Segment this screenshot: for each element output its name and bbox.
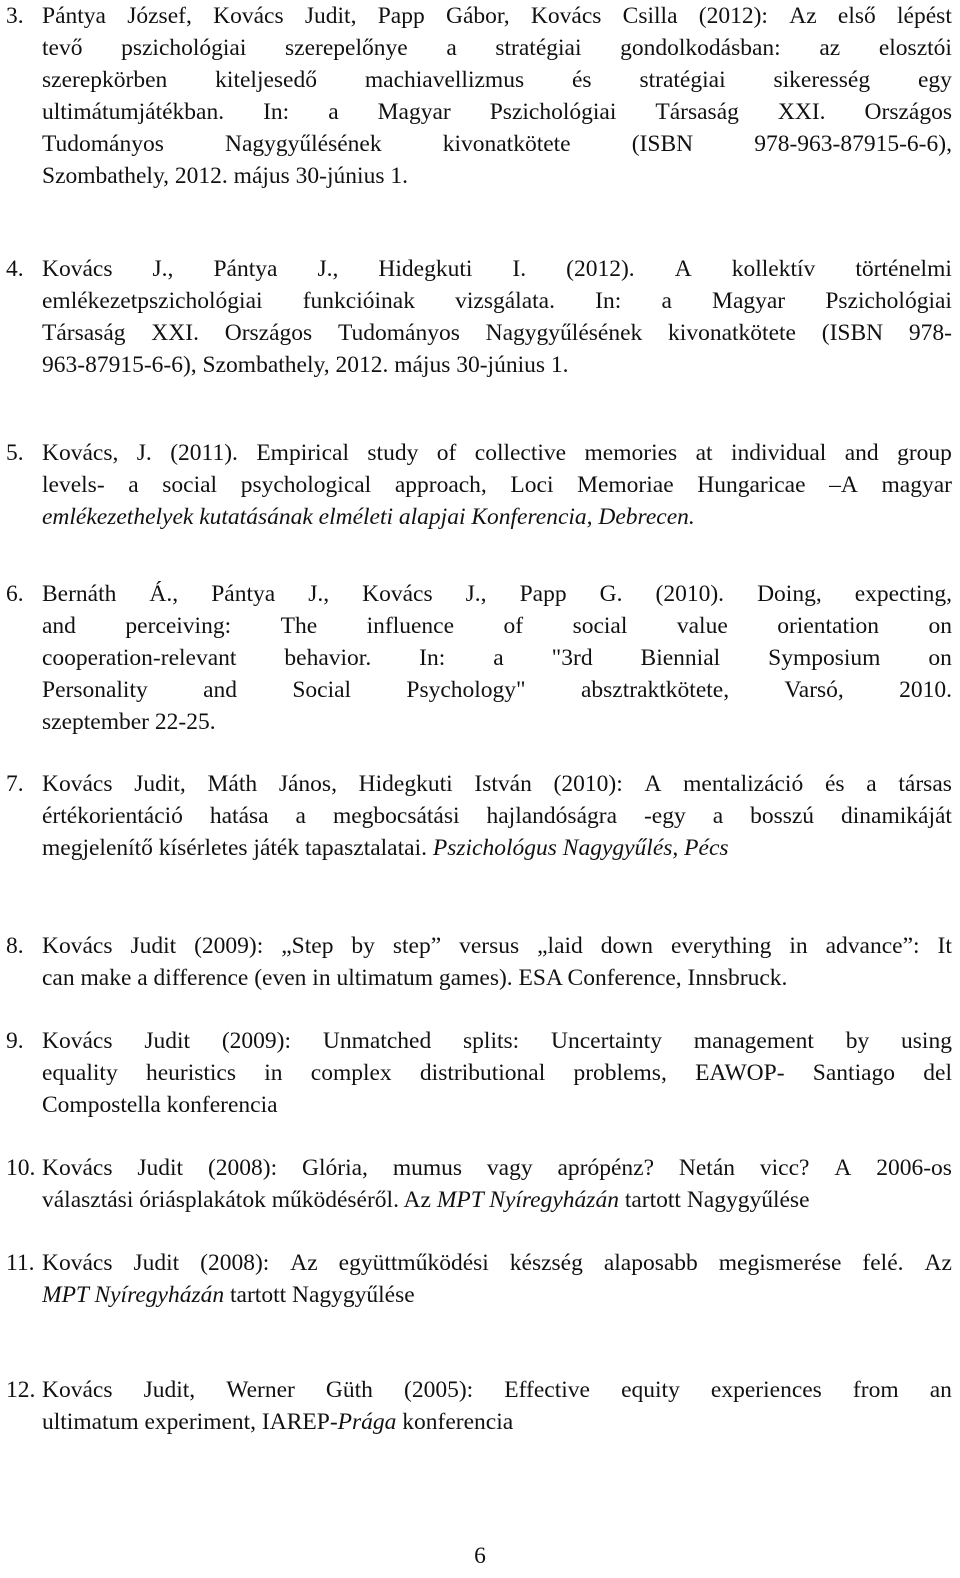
word: Kovács: [42, 933, 113, 959]
word: at: [695, 440, 713, 466]
word: Doing,: [757, 581, 822, 607]
word: and: [203, 677, 237, 703]
word: a: [866, 771, 877, 797]
word: orientation: [777, 613, 880, 639]
word: felé.: [862, 1250, 904, 1276]
word: by: [351, 933, 375, 959]
word: Kovács: [42, 1250, 113, 1276]
word: collective: [474, 440, 567, 466]
word: Pszichológiai: [825, 288, 952, 314]
reference-line: [42, 317, 952, 349]
word: emlékezetpszichológiai: [42, 288, 263, 314]
word: mumus: [392, 1155, 463, 1181]
word: social: [572, 613, 628, 639]
word: mentalizáció: [683, 771, 804, 797]
word: influence: [366, 613, 455, 639]
reference-number: 3.: [6, 3, 24, 29]
word: and: [42, 613, 76, 639]
word: versus: [459, 933, 520, 959]
word: szerepkörben: [42, 67, 168, 93]
word: funkcióinak: [302, 288, 415, 314]
word: Psychology": [406, 677, 526, 703]
word: kivonatkötete: [442, 131, 571, 157]
reference-venue: Pszichológus Nagygyűlés, Pécs: [432, 835, 729, 861]
word: (ISBN: [821, 320, 884, 346]
word: Csilla: [622, 3, 678, 29]
word: a: [295, 803, 306, 829]
word: Judit,: [143, 1377, 196, 1403]
word: In:: [419, 645, 446, 671]
word: (2009):: [221, 1028, 292, 1054]
word: Kovács: [42, 1377, 113, 1403]
word: psychological: [240, 472, 372, 498]
word: Magyar: [712, 288, 786, 314]
reference-text: megjelenítő kísérletes játék tapasztalatai.: [42, 835, 427, 861]
word: machiavellizmus: [364, 67, 525, 93]
word: Nagygyűlésének: [224, 131, 382, 157]
reference-number: 7.: [6, 771, 24, 797]
word: J.,: [152, 256, 174, 282]
word: Judit,: [304, 3, 357, 29]
reference-venue: MPT Nyíregyházán: [436, 1187, 619, 1213]
word: és: [824, 771, 845, 797]
reference-line: [42, 285, 952, 317]
word: expecting,: [854, 581, 952, 607]
word: A: [644, 771, 662, 797]
word: Kovács,: [42, 440, 119, 466]
word: (2012):: [698, 3, 768, 29]
word: István: [474, 771, 532, 797]
word: value: [676, 613, 728, 639]
word: kivonatkötete: [668, 320, 796, 346]
word: Glória,: [302, 1155, 368, 1181]
word: a: [493, 645, 504, 671]
reference-line: [42, 64, 952, 96]
reference-line: [42, 1247, 952, 1279]
reference-number: 12.: [6, 1377, 36, 1403]
word: Máth: [207, 771, 258, 797]
word: dinamikáját: [841, 803, 952, 829]
word: Kovács: [42, 771, 113, 797]
word: In:: [263, 99, 290, 125]
word: Hungaricae: [697, 472, 806, 498]
word: gondolkodásban:: [620, 35, 781, 61]
word: Hidegkuti: [378, 256, 473, 282]
word: Empirical: [256, 440, 349, 466]
word: magyar: [881, 472, 952, 498]
word: study: [367, 440, 419, 466]
word: (ISBN: [631, 131, 694, 157]
word: memories: [584, 440, 678, 466]
word: Társaság: [655, 99, 739, 125]
word: sikeresség: [773, 67, 871, 93]
word: XXI.: [777, 99, 826, 125]
word: using: [901, 1028, 952, 1054]
word: (2005):: [404, 1377, 474, 1403]
word: G.: [599, 581, 623, 607]
word: Papp: [377, 3, 425, 29]
word: Santiago: [812, 1060, 896, 1086]
word: megismerése: [718, 1250, 842, 1276]
word: heuristics: [145, 1060, 237, 1086]
word: Magyar: [377, 99, 451, 125]
word: Judit: [137, 1155, 184, 1181]
word: advance”:: [825, 933, 920, 959]
word: individual: [731, 440, 827, 466]
word: Judit: [133, 1250, 180, 1276]
word: distributional: [419, 1060, 546, 1086]
word: ultimátumjátékban.: [42, 99, 225, 125]
word: Personality: [42, 677, 148, 703]
reference-line: Compostella konferencia: [42, 1092, 278, 1118]
word: on: [928, 645, 952, 671]
word: and: [844, 440, 879, 466]
word: Országos: [864, 99, 952, 125]
page-number: 6: [474, 1543, 486, 1569]
word: hatása: [209, 803, 269, 829]
reference-line: [42, 610, 952, 642]
word: Effective: [504, 1377, 590, 1403]
word: EAWOP-: [695, 1060, 785, 1086]
word: Pántya: [211, 581, 276, 607]
word: problems,: [573, 1060, 667, 1086]
word: vicc?: [759, 1155, 810, 1181]
word: Memoriae: [577, 472, 674, 498]
reference-line: Szombathely, 2012. május 30-június 1.: [42, 163, 408, 189]
word: group: [897, 440, 952, 466]
word: (2008):: [200, 1250, 270, 1276]
word: (2009):: [194, 933, 264, 959]
word: Judit: [144, 1028, 191, 1054]
word: XXI.: [151, 320, 199, 346]
word: splits:: [463, 1028, 520, 1054]
word: complex: [310, 1060, 392, 1086]
word: 978-: [908, 320, 952, 346]
word: of: [503, 613, 524, 639]
word: an: [929, 1377, 952, 1403]
word: történelmi: [855, 256, 952, 282]
word: Hidegkuti: [358, 771, 453, 797]
word: 2010.: [899, 677, 952, 703]
word: bosszú: [750, 803, 815, 829]
word: In:: [595, 288, 622, 314]
word: "3rd: [551, 645, 593, 671]
word: experiences: [710, 1377, 822, 1403]
reference-line: [42, 1152, 952, 1184]
word: Pszichológiai: [489, 99, 617, 125]
word: J.,: [465, 581, 487, 607]
word: Werner: [226, 1377, 295, 1403]
word: Kovács: [42, 1155, 113, 1181]
word: Á.,: [149, 581, 179, 607]
word: Kovács: [213, 3, 284, 29]
word: hajlandóságra: [486, 803, 618, 829]
word: Gábor,: [445, 3, 510, 29]
word: Társaság: [42, 320, 126, 346]
word: megbocsátási: [332, 803, 460, 829]
reference-line: [42, 469, 952, 501]
word: down: [600, 933, 653, 959]
word: Loci: [510, 472, 554, 498]
word: equality: [42, 1060, 118, 1086]
word: József,: [127, 3, 192, 29]
word: elosztói: [878, 35, 952, 61]
reference-line: [42, 768, 952, 800]
word: a: [128, 472, 139, 498]
word: J.,: [317, 256, 339, 282]
reference-line: [42, 800, 952, 832]
word: The: [280, 613, 318, 639]
word: szerepelőnye: [285, 35, 408, 61]
word: társas: [898, 771, 952, 797]
word: behavior.: [284, 645, 372, 671]
word: kiteljesedő: [215, 67, 317, 93]
reference-number: 4.: [6, 256, 24, 282]
word: a: [661, 288, 672, 314]
word: in: [789, 933, 808, 959]
reference-line: [42, 128, 952, 160]
word: A: [834, 1155, 852, 1181]
word: J.: [136, 440, 152, 466]
reference-line: emlékezethelyek kutatásának elméleti alapjai Konferencia, Debrecen.: [42, 504, 695, 530]
word: lépést: [897, 3, 952, 29]
word: everything: [670, 933, 772, 959]
word: absztraktkötete,: [580, 677, 730, 703]
reference-line: [42, 832, 952, 864]
word: vizsgálata.: [455, 288, 555, 314]
word: Tudományos: [42, 131, 164, 157]
word: Unmatched: [322, 1028, 432, 1054]
reference-line: [42, 32, 952, 64]
reference-number: 8.: [6, 933, 24, 959]
word: stratégiai: [639, 67, 726, 93]
word: Papp: [519, 581, 567, 607]
reference-line: [42, 642, 952, 674]
word: Güth: [325, 1377, 373, 1403]
word: készség: [509, 1250, 583, 1276]
word: by: [845, 1028, 870, 1054]
word: (2010):: [553, 771, 623, 797]
reference-line: [42, 1057, 952, 1089]
word: perceiving:: [125, 613, 232, 639]
word: a: [446, 35, 457, 61]
word: az: [819, 35, 841, 61]
word: (2008):: [207, 1155, 278, 1181]
reference-number: 10.: [6, 1155, 36, 1181]
word: from: [852, 1377, 899, 1403]
word: (2012).: [566, 256, 635, 282]
reference-venue: Prága: [337, 1409, 397, 1435]
reference-line: [42, 1374, 952, 1406]
reference-text: konferencia: [402, 1409, 514, 1435]
word: Varsó,: [784, 677, 844, 703]
reference-line: [42, 1406, 952, 1438]
word: „laid: [537, 933, 583, 959]
reference-text: tartott Nagygyűlése: [624, 1187, 810, 1213]
reference-number: 5.: [6, 440, 24, 466]
word: pszichológiai: [121, 35, 247, 61]
reference-line: [42, 1184, 952, 1216]
reference-line: [42, 674, 952, 706]
word: Netán: [678, 1155, 736, 1181]
reference-number: 6.: [6, 581, 24, 607]
reference-line: [42, 96, 952, 128]
word: equity: [621, 1377, 680, 1403]
word: Kovács: [42, 256, 113, 282]
word: in: [264, 1060, 283, 1086]
word: of: [436, 440, 457, 466]
word: –A: [829, 472, 858, 498]
word: Az: [924, 1250, 952, 1276]
reference-text: ultimatum experiment, IAREP-: [42, 1409, 338, 1435]
reference-line: [42, 0, 952, 32]
word: cooperation-relevant: [42, 645, 237, 671]
word: Judit: [130, 933, 177, 959]
word: levels-: [42, 472, 105, 498]
word: 978-963-87915-6-6),: [754, 131, 952, 157]
word: on: [928, 613, 952, 639]
reference-line: can make a difference (even in ultimatum games). ESA Conference, Innsbruck.: [42, 965, 788, 991]
word: J.,: [308, 581, 330, 607]
word: „Step: [281, 933, 334, 959]
word: János,: [278, 771, 337, 797]
word: és: [572, 67, 592, 93]
word: első: [837, 3, 876, 29]
word: Social: [292, 677, 352, 703]
word: együttműködési: [338, 1250, 489, 1276]
word: 2006-os: [876, 1155, 952, 1181]
word: Nagygyűlésének: [485, 320, 643, 346]
word: step”: [392, 933, 442, 959]
word: A: [674, 256, 692, 282]
reference-line: [42, 253, 952, 285]
word: Országos: [224, 320, 313, 346]
word: Az: [290, 1250, 318, 1276]
word: vagy: [486, 1155, 533, 1181]
reference-line: [42, 1279, 952, 1311]
word: Symposium: [768, 645, 881, 671]
word: Pántya: [42, 3, 106, 29]
word: It: [937, 933, 952, 959]
word: egy: [917, 67, 952, 93]
word: social: [162, 472, 218, 498]
reference-number: 9.: [6, 1028, 24, 1054]
word: Kovács: [530, 3, 602, 29]
word: management: [693, 1028, 814, 1054]
word: Bernáth: [42, 581, 117, 607]
word: Tudományos: [337, 320, 460, 346]
word: -egy: [643, 803, 686, 829]
word: a: [328, 99, 339, 125]
word: approach,: [394, 472, 487, 498]
word: alaposabb: [603, 1250, 698, 1276]
word: Biennial: [640, 645, 721, 671]
word: a: [712, 803, 724, 829]
reference-text: tartott Nagygyűlése: [230, 1282, 415, 1308]
reference-number: 11.: [6, 1250, 35, 1276]
word: Pántya: [213, 256, 278, 282]
word: (2011).: [170, 440, 238, 466]
word: Az: [789, 3, 817, 29]
reference-line: [42, 437, 952, 469]
word: Kovács: [42, 1028, 113, 1054]
word: tevő: [42, 35, 83, 61]
reference-line: 963-87915-6-6), Szombathely, 2012. május 30-június 1.: [42, 352, 569, 378]
word: aprópénz?: [557, 1155, 655, 1181]
word: Judit,: [134, 771, 186, 797]
reference-line: szeptember 22-25.: [42, 709, 216, 735]
reference-line: [42, 578, 952, 610]
reference-venue: MPT Nyíregyházán: [42, 1282, 225, 1308]
word: stratégiai: [495, 35, 582, 61]
reference-line: [42, 1025, 952, 1057]
word: (2010).: [655, 581, 725, 607]
word: értékorientáció: [42, 803, 183, 829]
word: kollektív: [731, 256, 816, 282]
reference-text: választási óriásplakátok működéséről. Az: [42, 1187, 431, 1213]
word: Uncertainty: [551, 1028, 662, 1054]
reference-line: [42, 930, 952, 962]
word: Kovács: [362, 581, 433, 607]
word: del: [923, 1060, 952, 1086]
word: I.: [512, 256, 527, 282]
